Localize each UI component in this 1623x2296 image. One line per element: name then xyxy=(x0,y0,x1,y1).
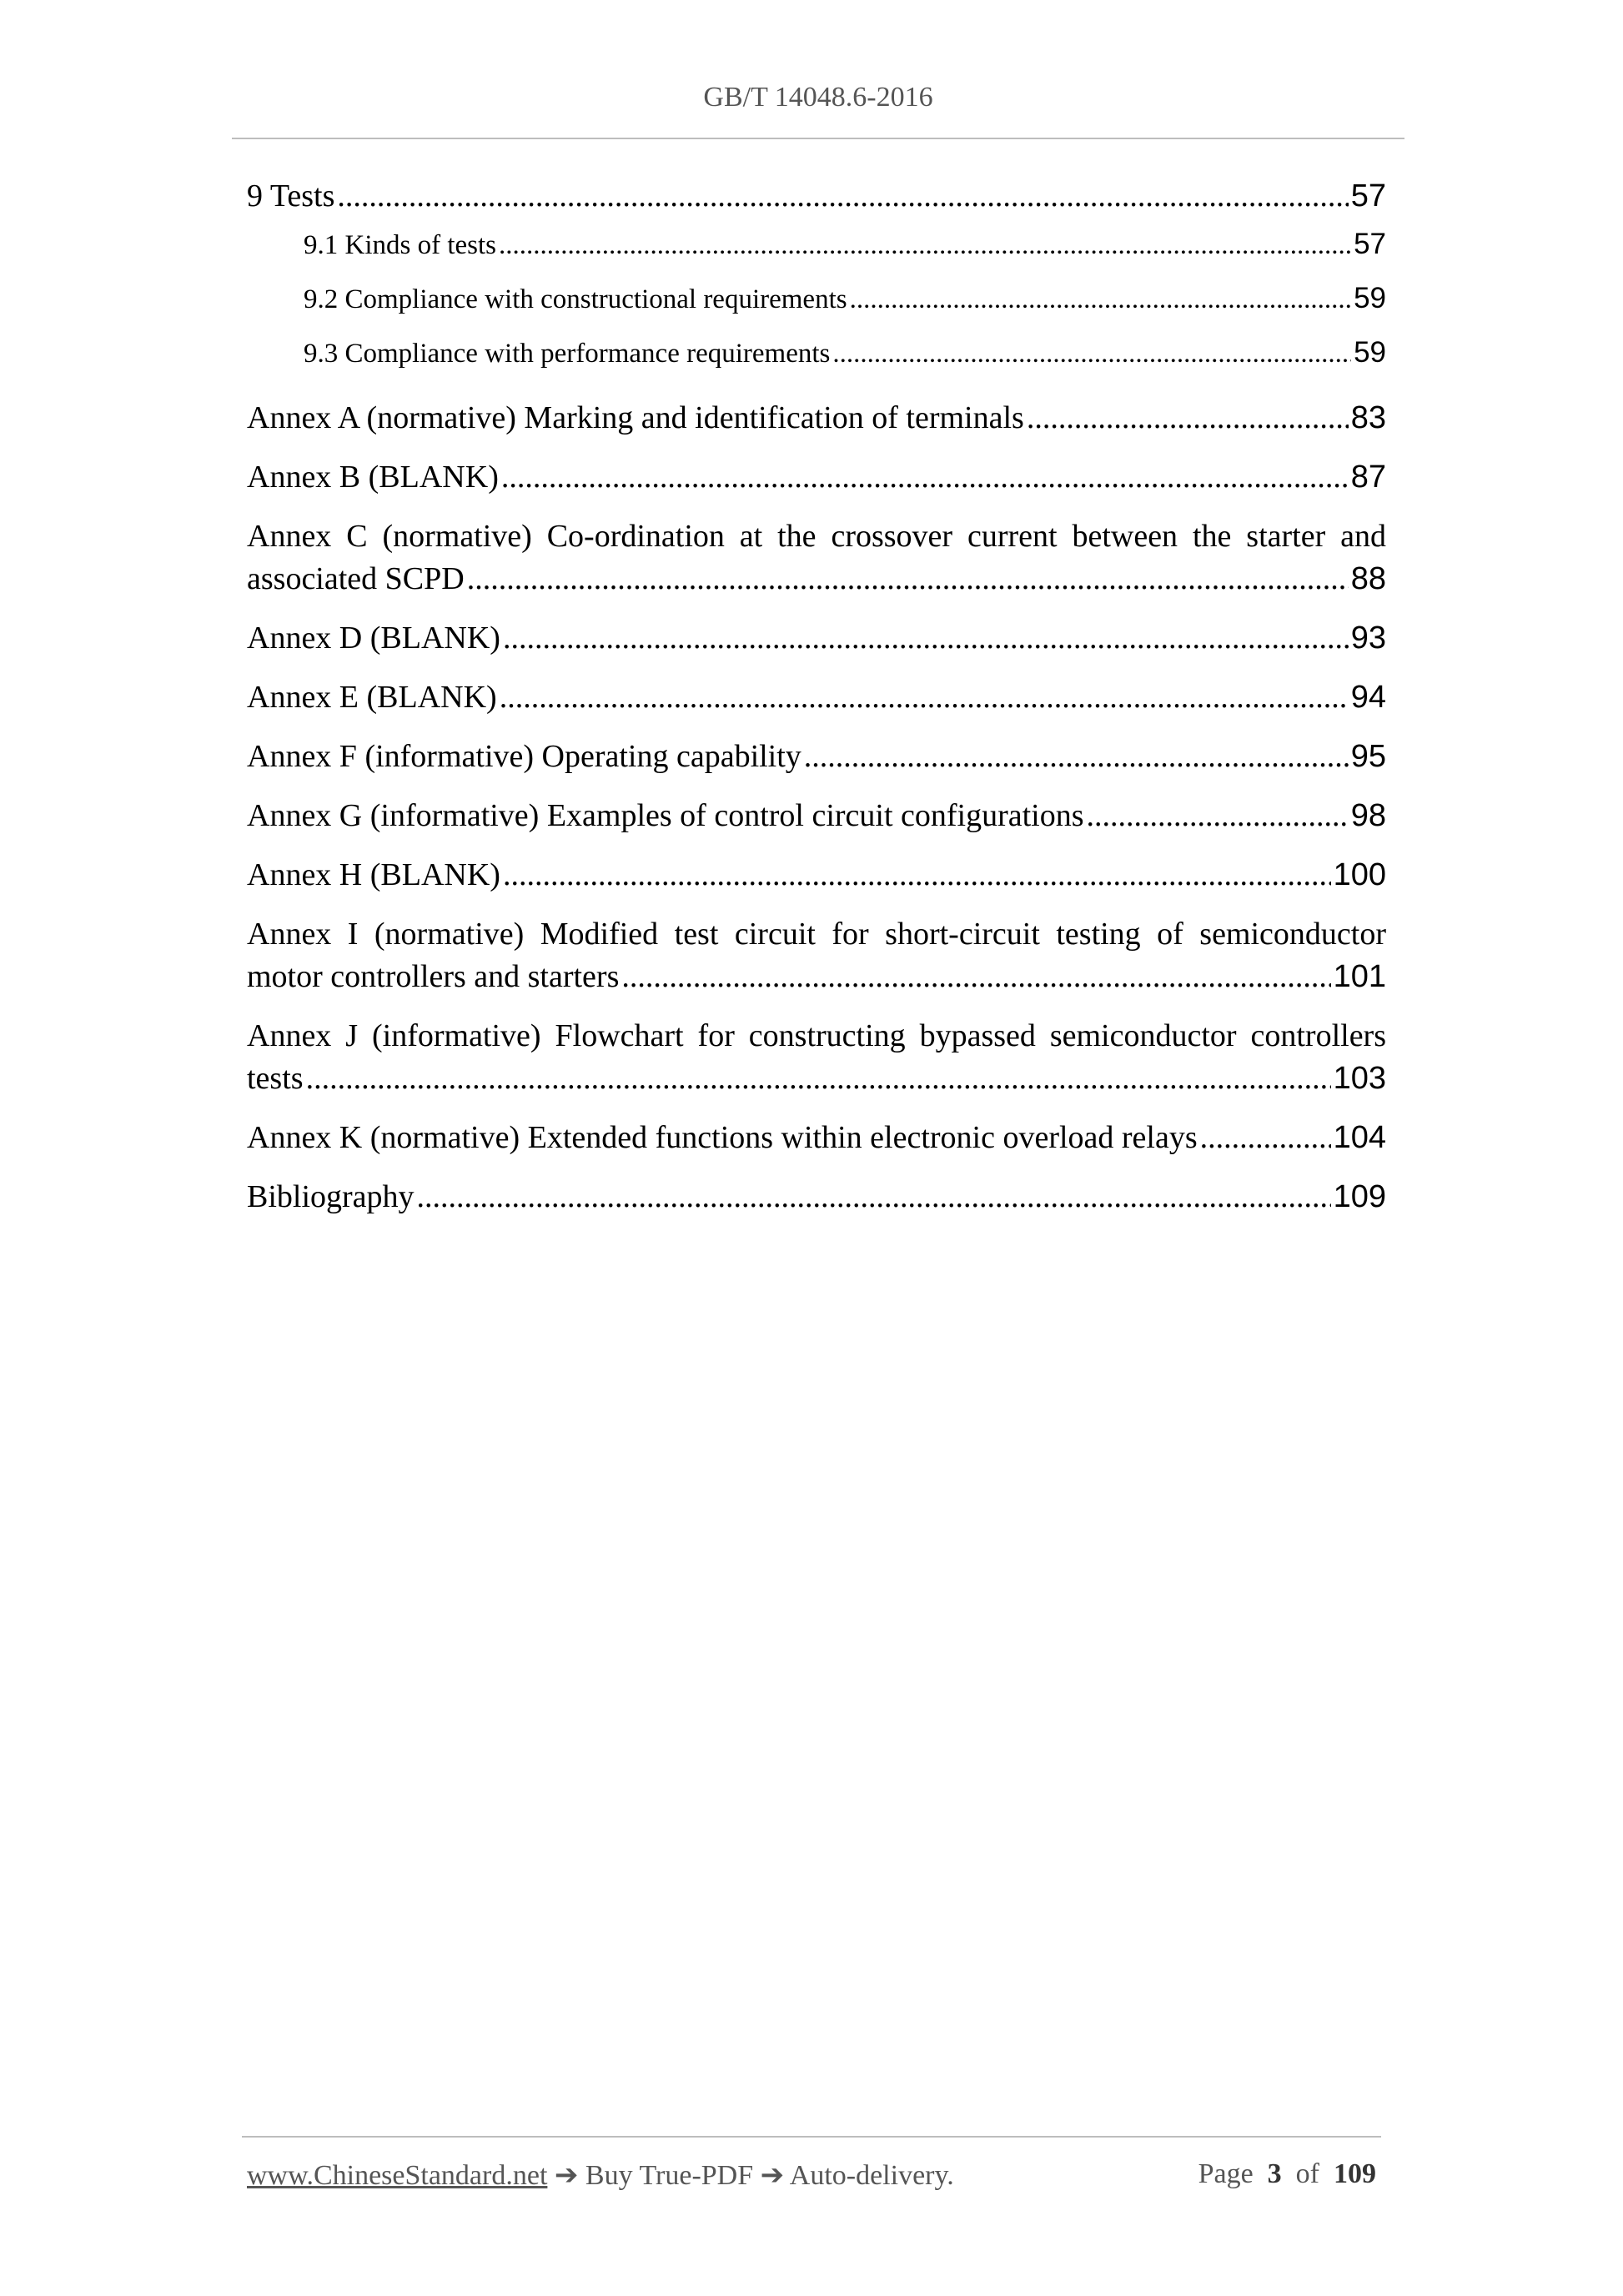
toc-entry-title: motor controllers and starters xyxy=(247,959,620,994)
toc-entry-page: 88 xyxy=(1350,561,1386,596)
toc-entry-page: 100 xyxy=(1333,857,1386,892)
toc-entry[interactable] xyxy=(247,397,1386,440)
total-pages: 109 xyxy=(1334,2158,1376,2189)
dot-leader xyxy=(832,327,1351,380)
dot-leader xyxy=(337,175,1348,218)
footer-divider xyxy=(242,2136,1381,2138)
toc-entry-page: 109 xyxy=(1333,1179,1386,1214)
dot-leader xyxy=(499,219,1351,272)
arrow-icon: ➔ xyxy=(554,2160,579,2191)
toc-entry-title-line: Annex J (informative) Flowchart for constructing bypassed semiconductor controllers xyxy=(247,1018,1386,1053)
toc-entry-page: 57 xyxy=(1354,228,1386,260)
buy-label: Buy True-PDF xyxy=(585,2160,754,2191)
toc-entry-title: Annex D (BLANK) xyxy=(247,620,500,656)
page-footer xyxy=(247,2158,1376,2192)
toc-entry-title: Annex H (BLANK) xyxy=(247,857,500,892)
toc-entry-title-line: Annex C (normative) Co-ordination at the crossover current between the starter and xyxy=(247,519,1386,554)
toc-entry-page: 83 xyxy=(1350,400,1386,435)
toc-entry-page: 59 xyxy=(1354,282,1386,314)
toc-entry-page: 103 xyxy=(1333,1061,1386,1096)
dot-leader xyxy=(467,558,1349,600)
toc-entry-title: Annex K (normative) Extended functions within electronic overload relays xyxy=(247,1120,1198,1155)
toc-entry-page: 98 xyxy=(1350,798,1386,833)
dot-leader xyxy=(501,456,1349,499)
toc-entry-title: 9 Tests xyxy=(247,178,335,214)
toc-entry-page: 94 xyxy=(1350,680,1386,715)
toc-entry-page: 59 xyxy=(1354,336,1386,369)
toc-entry[interactable] xyxy=(247,676,1386,719)
dot-leader xyxy=(621,956,1330,998)
arrow-icon: ➔ xyxy=(760,2160,785,2191)
toc-entry-page: 95 xyxy=(1350,739,1386,774)
toc-entry[interactable] xyxy=(247,795,1386,837)
dot-leader xyxy=(1027,397,1349,440)
toc-entry-title: 9.1 Kinds of tests xyxy=(304,230,496,260)
dot-leader xyxy=(306,1058,1331,1100)
toc-entry-title: 9.3 Compliance with performance requirements xyxy=(304,339,831,369)
toc-entry[interactable] xyxy=(247,736,1386,778)
toc-entry-title: tests xyxy=(247,1061,304,1096)
document-header: GB/T 14048.6-2016 xyxy=(703,82,933,113)
dot-leader xyxy=(1087,795,1349,837)
toc-entry[interactable] xyxy=(247,272,1386,326)
current-page: 3 xyxy=(1267,2158,1282,2189)
toc-entry-page: 57 xyxy=(1350,178,1386,214)
toc-entry[interactable] xyxy=(247,913,1386,998)
page-indicator xyxy=(1198,2158,1376,2192)
toc-entry-title-line: Annex I (normative) Modified test circuit for short-circuit testing of semiconductor xyxy=(247,917,1386,952)
dot-leader xyxy=(503,854,1331,897)
toc-entry-title: Annex E (BLANK) xyxy=(247,680,497,715)
toc-entry[interactable] xyxy=(247,854,1386,897)
toc-entry[interactable] xyxy=(247,1176,1386,1218)
toc-entry[interactable] xyxy=(247,456,1386,499)
website-link[interactable]: www.ChineseStandard.net xyxy=(247,2160,548,2191)
toc-entry-title: 9.2 Compliance with constructional requirements xyxy=(304,284,847,314)
toc-entry-title: associated SCPD xyxy=(247,561,465,596)
of-word: of xyxy=(1295,2158,1319,2189)
dot-leader xyxy=(1200,1117,1331,1159)
delivery-label: Auto-delivery. xyxy=(789,2160,954,2191)
toc-entry-title: Annex F (informative) Operating capability xyxy=(247,739,801,774)
toc-entry-page: 101 xyxy=(1333,959,1386,994)
header-divider xyxy=(232,138,1404,139)
page-word: Page xyxy=(1198,2158,1254,2189)
toc-entry-page: 87 xyxy=(1350,460,1386,495)
toc-entry-title: Annex G (informative) Examples of control circuit configurations xyxy=(247,798,1084,833)
footer-left xyxy=(247,2158,954,2192)
toc-entry-title: Annex B (BLANK) xyxy=(247,460,499,495)
dot-leader xyxy=(500,676,1349,719)
toc-entry[interactable] xyxy=(247,1117,1386,1159)
toc-entry[interactable] xyxy=(247,1015,1386,1100)
table-of-contents xyxy=(247,175,1386,1218)
toc-entry[interactable] xyxy=(247,515,1386,600)
toc-entry[interactable] xyxy=(247,175,1386,218)
dot-leader xyxy=(417,1176,1331,1218)
dot-leader xyxy=(850,273,1351,326)
toc-entry[interactable] xyxy=(247,617,1386,660)
toc-entry-title: Annex A (normative) Marking and identification of terminals xyxy=(247,400,1024,435)
dot-leader xyxy=(804,736,1349,778)
toc-entry-title: Bibliography xyxy=(247,1179,415,1214)
dot-leader xyxy=(503,617,1349,660)
toc-entry[interactable] xyxy=(247,326,1386,380)
toc-entry-page: 93 xyxy=(1350,620,1386,656)
toc-entry-page: 104 xyxy=(1333,1120,1386,1155)
toc-entry[interactable] xyxy=(247,218,1386,272)
